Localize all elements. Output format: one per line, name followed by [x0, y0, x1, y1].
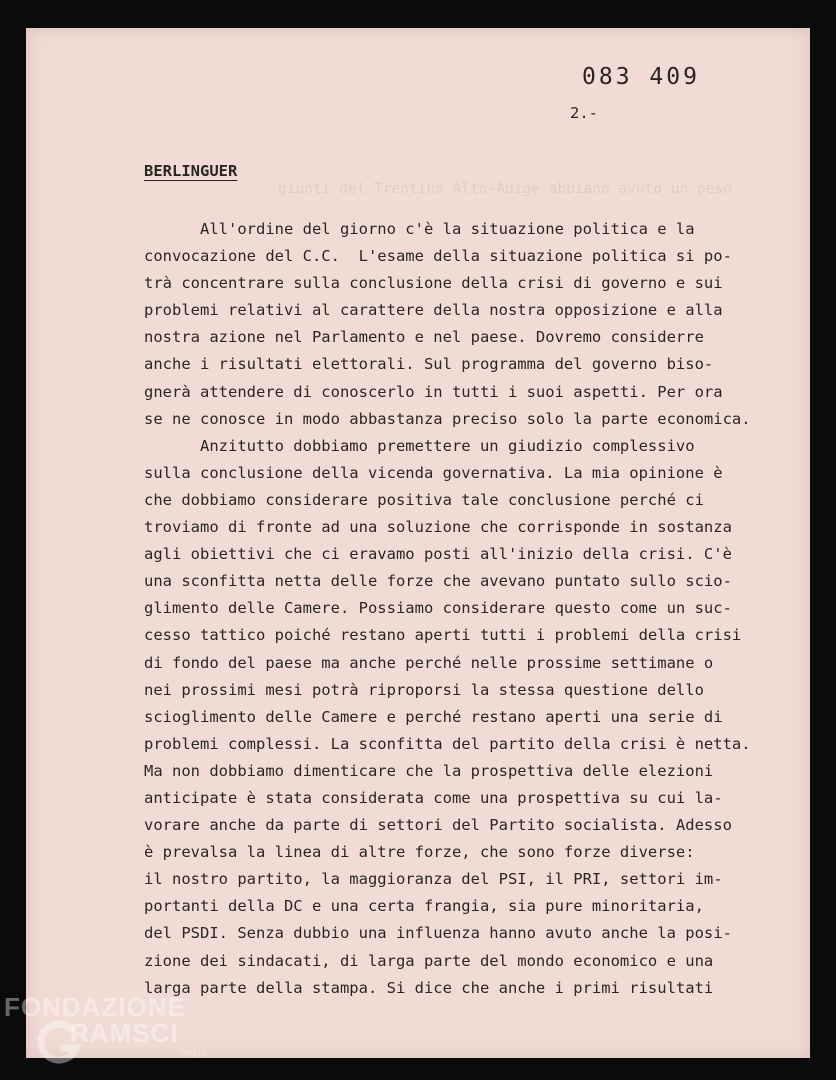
text-line: All'ordine del giorno c'è la situazione politica e la [144, 220, 695, 238]
text-line: portanti della DC e una certa frangia, sia pure minoritaria, [144, 897, 704, 916]
text-line: convocazione del C.C. L'esame della situazione politica si po- [144, 247, 732, 266]
text-line: di fondo del paese ma anche perché nelle prossime settimane o [144, 653, 714, 672]
watermark-line1: FONDAZIONE [4, 992, 186, 1022]
text-line: larga parte della stampa. Si dice che anche i primi risultati [144, 978, 714, 997]
text-line: nei prossimi mesi potrà riproporsi la stessa questione dello [144, 680, 704, 699]
text-line: il nostro partito, la maggioranza del PSI, il PRI, settori im- [144, 870, 723, 889]
text-line: problemi complessi. La sconfitta del partito della crisi è netta. [144, 734, 751, 753]
text-line: del PSDI. Senza dubbio una influenza hanno avuto anche la posi- [144, 924, 732, 943]
document-body [144, 216, 804, 1002]
page-number: 2.- [570, 104, 598, 122]
text-line: anticipate è stata considerata come una prospettiva su cui la- [144, 788, 723, 807]
text-line: problemi relativi al carattere della nostra opposizione e alla [144, 301, 723, 320]
text-line: che dobbiamo considerare positiva tale conclusione perché ci [144, 490, 704, 509]
text-line: vorare anche da parte di settori del Partito socialista. Adesso [144, 816, 732, 835]
text-line: anche i risultati elettorali. Sul programma del governo biso- [144, 355, 714, 374]
bleed-through-text: giunti del Trentino Alto-Adige abbiano avuto un peso [278, 181, 732, 197]
text-line: zione dei sindacati, di larga parte del mondo economico e una [144, 951, 714, 970]
document-number: 083 409 [582, 64, 700, 90]
text-line: cesso tattico poiché restano aperti tutti i problemi della crisi [144, 626, 742, 645]
watermark-sub: onlus [180, 1048, 207, 1060]
text-line: Ma non dobbiamo dimenticare che la prospettiva delle elezioni [144, 761, 714, 780]
text-line: una sconfitta netta delle forze che avevano puntato sullo scio- [144, 572, 732, 591]
text-line: troviamo di fronte ad una soluzione che corrisponde in sostanza [144, 518, 732, 537]
speaker-heading: BERLINGUER [144, 162, 238, 180]
text-line: sulla conclusione della vicenda governativa. La mia opinione è [144, 463, 723, 482]
text-line: glimento delle Camere. Possiamo considerare questo come un suc- [144, 599, 732, 618]
text-line: agli obiettivi che ci eravamo posti all'inizio della crisi. C'è [144, 545, 732, 564]
text-line: è prevalsa la linea di altre forze, che sono forze diverse: [144, 843, 695, 862]
text-line: scioglimento delle Camere e perché restano aperti una serie di [144, 707, 723, 726]
text-line: trà concentrare sulla conclusione della crisi di governo e sui [144, 274, 723, 293]
text-line: nostra azione nel Parlamento e nel paese. Dovremo considerre [144, 328, 704, 347]
text-line: Anzitutto dobbiamo premettere un giudizio complessivo [144, 436, 695, 455]
watermark-line2: RAMSCI [70, 1018, 179, 1048]
text-line: gnerà attendere di conoscerlo in tutti i suoi aspetti. Per ora [144, 382, 723, 401]
text-line: se ne conosce in modo abbastanza preciso solo la parte economica. [144, 409, 751, 428]
document-page [26, 28, 810, 1058]
